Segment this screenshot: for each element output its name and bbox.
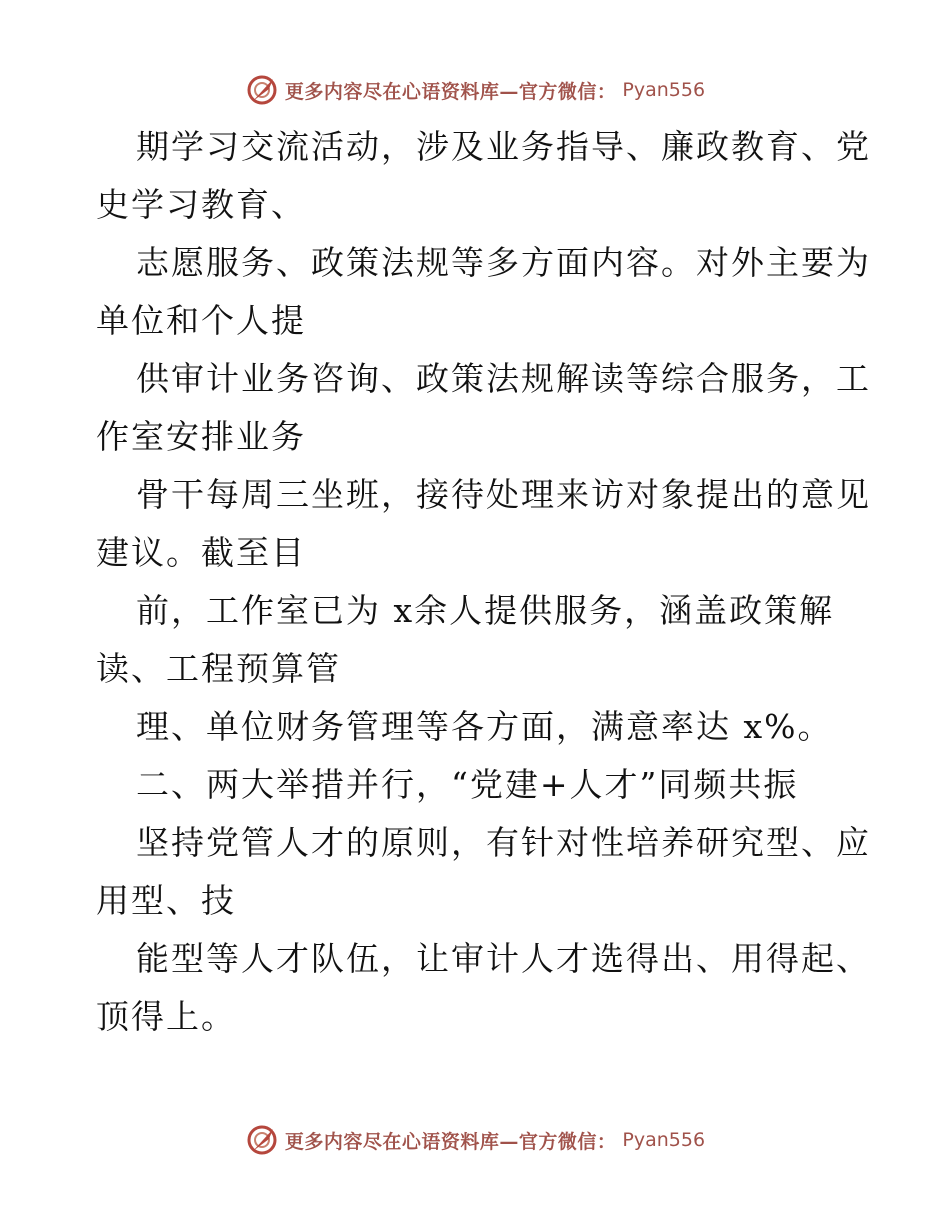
header-banner-text: 更多内容尽在心语资料库—官方微信： [284, 80, 617, 103]
footer-wechat-id: Pyan556 [622, 1129, 706, 1151]
section-heading: 二、两大举措并行，“党建+人才”同频共振 [136, 765, 799, 804]
body-line: 建议。截至目 [96, 533, 306, 572]
document-body [96, 118, 871, 1046]
body-line: 期学习交流活动，涉及业务指导、廉政教育、党 [136, 127, 871, 166]
body-line: 用型、技 [96, 881, 236, 920]
quill-logo-icon [245, 73, 279, 107]
body-line: 供审计业务咨询、政策法规解读等综合服务，工 [136, 359, 871, 398]
body-line: 坚持党管人才的原则，有针对性培养研究型、应 [136, 823, 871, 862]
header-wechat-id: Pyan556 [622, 79, 706, 101]
body-line: 前，工作室已为 x余人提供服务，涵盖政策解 [136, 591, 835, 630]
body-line: 志愿服务、政策法规等多方面内容。对外主要为 [136, 243, 871, 282]
body-line: 单位和个人提 [96, 301, 306, 340]
body-line: 顶得上。 [96, 997, 236, 1036]
body-line: 作室安排业务 [96, 417, 306, 456]
body-line: 能型等人才队伍，让审计人才选得出、用得起、 [136, 939, 871, 978]
page-header-banner [0, 70, 950, 110]
body-line: 读、工程预算管 [96, 649, 341, 688]
body-line: 骨干每周三坐班，接待处理来访对象提出的意见 [136, 475, 871, 514]
page-footer-banner [0, 1120, 950, 1160]
footer-banner-text: 更多内容尽在心语资料库—官方微信： [284, 1130, 617, 1153]
body-line: 史学习教育、 [96, 185, 306, 224]
body-line: 理、单位财务管理等各方面，满意率达 x%。 [136, 707, 833, 746]
quill-logo-icon [245, 1123, 279, 1157]
